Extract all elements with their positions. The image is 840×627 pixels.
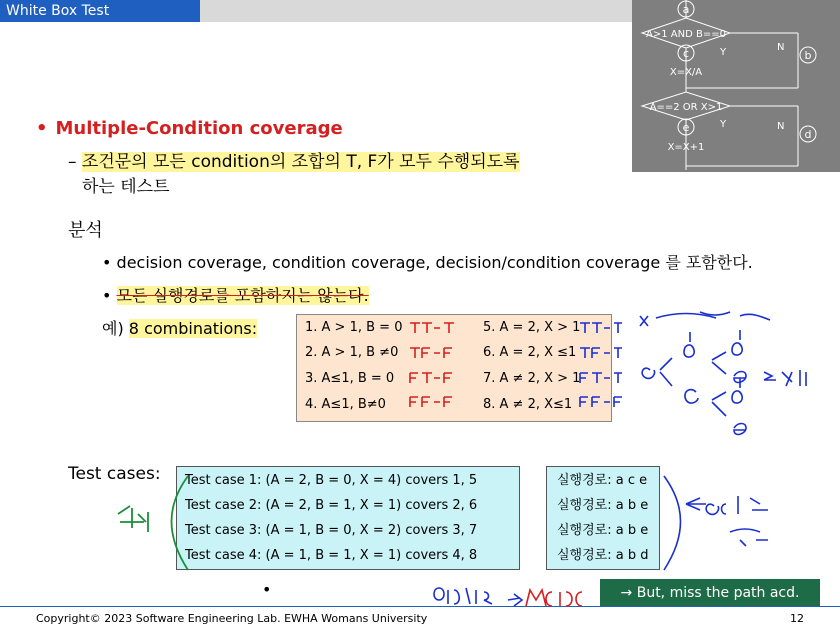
- ink-path-bracket: [664, 476, 768, 570]
- bullet-not-all-paths-text: 모든 실행경로를 포함하지는 않는다.: [116, 286, 369, 305]
- flow-node-a-label: a: [682, 3, 690, 16]
- bullet-not-all-paths: [102, 283, 369, 306]
- sub-highlight: 조건문의 모든 condition의 조합의 T, F가 모두 수행되도록: [81, 152, 520, 172]
- decision-1-label: A>1 AND B==0: [646, 29, 726, 40]
- flow-yes-2: Y: [720, 119, 727, 130]
- bullet-includes: [102, 250, 753, 273]
- combination-left: 1. A > 1, B = 0: [305, 320, 403, 335]
- test-case-row: Test case 3: (A = 1, B = 0, X = 2) covers 3, 7: [185, 523, 478, 538]
- combination-right: 6. A = 2, X ≤1: [483, 345, 577, 360]
- test-case-row: Test case 1: (A = 2, B = 0, X = 4) covers 1, 5: [185, 473, 478, 488]
- example-label: [102, 316, 257, 339]
- sub-point: [68, 150, 628, 200]
- execution-paths-box: [546, 466, 660, 570]
- test-cases-box: [176, 466, 520, 570]
- combination-right: 5. A = 2, X > 1: [483, 320, 581, 335]
- slide-title: White Box Test: [0, 0, 200, 22]
- flow-node-d-label: d: [804, 128, 812, 141]
- test-case-row: Test case 4: (A = 1, B = 1, X = 1) covers 4, 8: [185, 548, 478, 563]
- bullet-includes-text: decision coverage, condition coverage, decision/condition coverage 를 포함한다.: [116, 253, 753, 272]
- combination-left: 2. A > 1, B ≠0: [305, 345, 399, 360]
- bullet-dot: •: [102, 286, 112, 305]
- execution-path: 실행경로: a c e: [557, 473, 648, 488]
- flow-no-1: N: [777, 42, 785, 53]
- decision-2-label: A==2 OR X>1: [649, 102, 723, 113]
- missed-path-callout: → But, miss the path acd.: [600, 579, 820, 607]
- footer-divider: [0, 606, 840, 607]
- flow-stmt-1: X=X/A: [669, 67, 703, 78]
- combination-left: 3. A≤1, B = 0: [305, 371, 395, 386]
- flow-node-c-label: c: [682, 47, 690, 60]
- flow-yes-1: Y: [720, 47, 727, 58]
- flow-stmt-2: X=X+1: [667, 142, 705, 153]
- stray-bullet: •: [262, 580, 272, 599]
- flow-no-2: N: [777, 121, 785, 132]
- sub-line2: 하는 테스트: [82, 177, 170, 197]
- execution-path: 실행경로: a b e: [557, 523, 649, 538]
- sub-dash: –: [68, 152, 77, 172]
- heading-text: Multiple-Condition coverage: [55, 118, 343, 139]
- execution-path: 실행경로: a b e: [557, 498, 649, 513]
- test-case-row: Test case 2: (A = 2, B = 1, X = 1) covers 2, 6: [185, 498, 478, 513]
- combination-row: [305, 343, 577, 363]
- flowchart: [632, 0, 840, 172]
- combination-row: [305, 395, 573, 415]
- page-number: 12: [790, 612, 804, 625]
- heading-bullet: •: [36, 118, 48, 139]
- analysis-label: 분석: [68, 220, 103, 241]
- combination-right: 7. A ≠ 2, X > 1: [483, 371, 581, 386]
- ink-mcdc-red: [526, 590, 582, 606]
- flow-node-b-label: b: [804, 49, 812, 62]
- example-highlight: 8 combinations:: [128, 319, 258, 338]
- execution-path: 실행경로: a b d: [557, 548, 649, 563]
- combination-row: [305, 318, 581, 338]
- bullet-dot: •: [102, 253, 112, 272]
- combination-right: 8. A ≠ 2, X≤1: [483, 397, 573, 412]
- flow-node-e-label: e: [682, 121, 690, 134]
- test-cases-label: Test cases:: [68, 464, 161, 484]
- combinations-box: [296, 314, 612, 422]
- header-strip: [200, 0, 632, 22]
- ink-path-tree: [640, 312, 806, 434]
- copyright: Copyright© 2023 Software Engineering Lab. EWHA Womans University: [36, 612, 428, 625]
- ink-mcdc-note: [434, 588, 522, 606]
- combination-left: 4. A≤1, B≠0: [305, 397, 386, 412]
- example-prefix: 예): [102, 319, 124, 338]
- combination-row: [305, 369, 581, 389]
- section-heading: [36, 118, 343, 139]
